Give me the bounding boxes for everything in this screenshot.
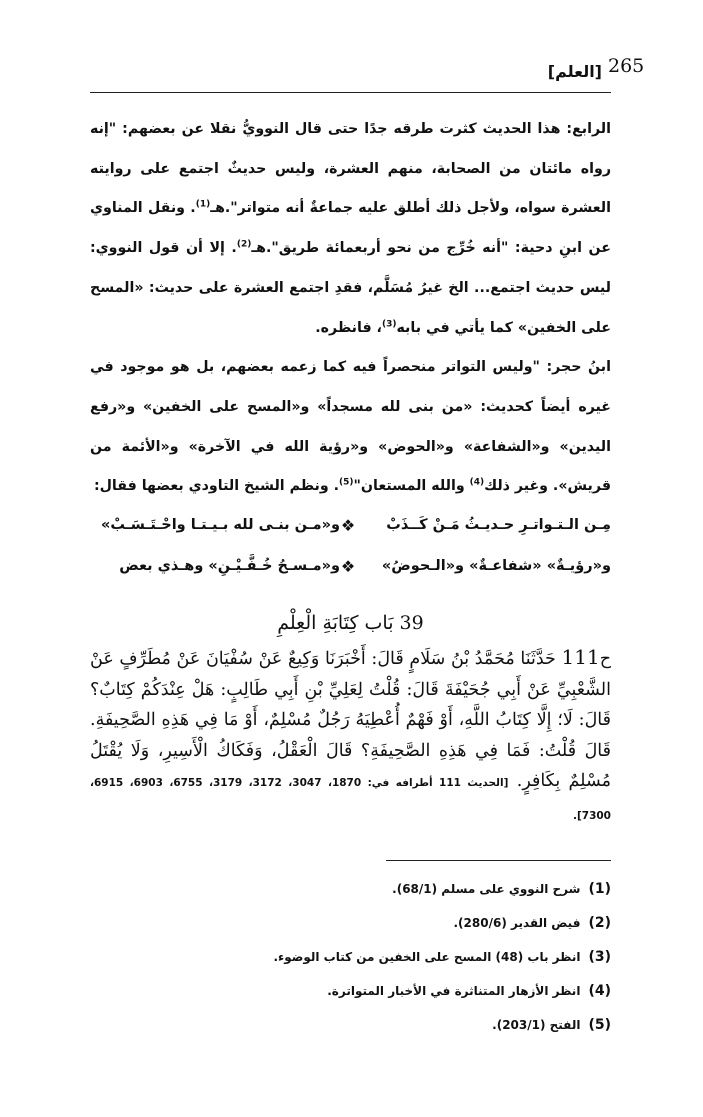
poem-hemistich-first: مِـن الـتـواتـرِ حـديـثُ مَـنْ كَــذَبْ	[386, 517, 611, 533]
hadith-references: [الحديث 111 أطرافه في: 1870، 3047، 3172، 3179، 6755، 6903، 6915، 7300].	[90, 777, 611, 822]
poem-line-2	[90, 558, 611, 588]
poem-hemistich-first: و«رؤيـةٌ» «شفاعـةٌ» و«الـحوضُ»	[381, 558, 611, 574]
hadith-text	[90, 642, 611, 831]
commentary-text-run: . ونظم الشيخ التاودي بعضها فقال:	[93, 478, 340, 495]
commentary-text-run: . ونقل المناوي عن ابنِ دحية: "أنه خُرِّج من نحو أربعمائة طريق".هـ	[90, 200, 611, 257]
footnote-number: (3)	[588, 949, 611, 965]
diamond-separator-icon: ❖	[340, 557, 356, 576]
footnote-item	[90, 1008, 611, 1042]
hadith-number: 111	[561, 645, 600, 669]
commentary-text-run: ، فانظره.	[315, 319, 382, 336]
diamond-separator-icon: ❖	[340, 516, 356, 535]
poem-hemistich-second: و«مـسـحُ خُـفَّـيْـنِ» وهـذي بعض	[119, 558, 340, 574]
commentary-text-run: الرابع: هذا الحديث كثرت طرقه جدًا حتى قال النوويُّ نقلا عن بعضهم: "إنه رواه مائتان من الصحابة، منهم العشرة، وليس حديثٌ اجتمع على روايته العشرة سواه، ولأجل ذلك أطلق عليه جماعةٌ أنه متواتر".هـ	[90, 121, 611, 217]
footnote-number: (5)	[588, 1017, 611, 1033]
footnote-item	[90, 940, 611, 974]
commentary-text-run: ابنُ حجر: "وليس التواتر منحصراً فيه كما زعمه بعضهم، بل هو موجود في غيره أيضاً كحديث: «من بنى لله مسجداً» و«المسح على الخفين» و«رفع اليدين» و«الشفاعة» و«الحوض» و«رؤية الله في الآخرة» و«الأئمة من قريش». وغير ذلك	[90, 359, 611, 495]
commentary-paragraph-2	[90, 348, 611, 507]
footnote-number: (1)	[588, 881, 611, 897]
footnote-marker[interactable]: (3)	[381, 318, 397, 329]
footnote-item	[90, 974, 611, 1008]
commentary-text-run: والله المستعان"	[353, 478, 470, 495]
footnote-text: انظر الأزهار المتناثرة في الأخبار المتواترة.	[327, 984, 581, 998]
footnote-divider	[386, 860, 611, 861]
footnote-text: انظر باب (48) المسح على الخفين من كتاب الوضوء.	[273, 950, 581, 964]
hadith-prefix: ح	[599, 649, 611, 669]
footnotes-list	[90, 872, 611, 1042]
hadith-block	[90, 642, 611, 831]
footnote-item	[90, 872, 611, 906]
footnote-item	[90, 906, 611, 940]
footnote-marker[interactable]: (1)	[195, 199, 211, 210]
footnote-marker[interactable]: (5)	[339, 477, 354, 488]
footnote-marker[interactable]: (2)	[236, 239, 252, 250]
hadith-body: حَدَّثَنَا مُحَمَّدُ بْنُ سَلَامٍ قَالَ: أَخْبَرَنَا وَكِيعٌ عَنْ سُفْيَانَ عَنْ مُطَرِّفٍ عَنْ الشَّعْبِيِّ عَنْ أَبِي جُحَيْفَةَ قَالَ: قُلْتُ لِعَلِيِّ بْنِ أَبِي طَالِبٍ: هَلْ عِنْدَكُمْ كِتَابٌ؟ قَالَ: لَا؛ إِلَّا كِتَابُ اللَّهِ، أَوْ فَهْمٌ أُعْطِيَهُ رَجُلٌ مُسْلِمٌ، أَوْ مَا فِي هَذِهِ الصَّحِيفَةِ. قَالَ قُلْتُ: فَمَا فِي هَذِهِ الصَّحِيفَةِ؟ قَالَ الْعَقْلُ، وَفَكَاكُ الْأَسِيرِ، وَلَا يُقْتَلُ مُسْلِمٌ بِكَافِرٍ.	[90, 649, 611, 791]
poem-hemistich-second: و«مـن بنـى لله بـيـتـا واحْـتَـسَـبْ»	[101, 517, 340, 533]
commentary-paragraph-1	[90, 110, 611, 348]
footnote-number: (2)	[588, 915, 611, 931]
poem-line-1	[90, 517, 611, 547]
footnote-text: فيض القدير (280/6).	[453, 916, 581, 930]
footnote-marker[interactable]: (4)	[469, 477, 485, 488]
section-title: [العلم]	[547, 62, 602, 81]
header-divider	[90, 92, 611, 93]
commentary-text	[90, 110, 611, 507]
footnote-number: (4)	[588, 983, 611, 999]
chapter-title: 39 بَاب كِتَابَةِ الْعِلْمِ	[277, 612, 424, 634]
page-number: 265	[608, 55, 645, 77]
footnote-text: شرح النووي على مسلم (68/1).	[392, 882, 581, 896]
footnote-text: الفتح (203/1).	[492, 1018, 581, 1032]
commentary-text-run: . إلا أن قول النووي: ليس حديث اجتمع... الخ غيرُ مُسَلَّم، فقدِ اجتمع العشرة على حديث: «المسح على الخفين» كما يأتي في بابه	[90, 240, 611, 336]
